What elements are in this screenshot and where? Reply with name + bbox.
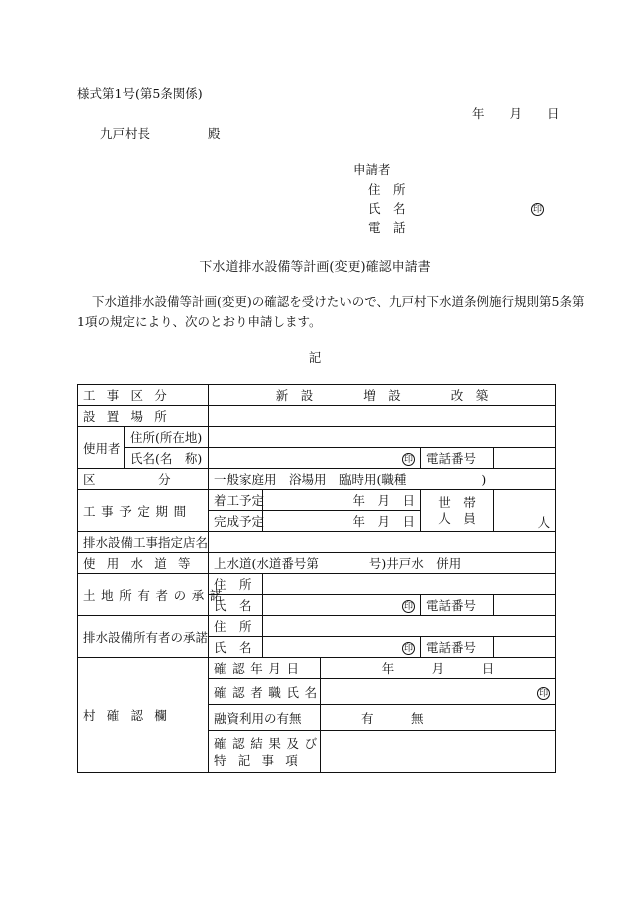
applicant-name-label: 氏 名 — [368, 201, 406, 216]
location-label: 設置場所 — [78, 406, 209, 427]
facility-owner-address-label: 住 所 — [209, 616, 263, 637]
application-date: 年 月 日 — [472, 106, 560, 121]
officer-field[interactable] — [321, 679, 556, 705]
end-date-field[interactable]: 年 月 日 — [263, 511, 421, 532]
row-landowner-address — [78, 574, 556, 595]
household-label-line1: 世 帯 — [438, 494, 476, 510]
user-name-field[interactable] — [209, 448, 421, 469]
landowner-address-label: 住 所 — [209, 574, 263, 595]
body-line-1: 下水道排水設備等計画(変更)の確認を受けたいので、九戸村下水道条例施行規則第5条第 — [92, 294, 585, 309]
row-user-address — [78, 427, 556, 448]
loan-options[interactable]: 有 無 — [321, 705, 556, 731]
facility-owner-phone-field[interactable] — [494, 637, 556, 658]
facility-owner-address-field[interactable] — [263, 616, 556, 637]
document-title: 下水道排水設備等計画(変更)確認申請書 — [199, 260, 431, 275]
facility-owner-name-label: 氏 名 — [209, 637, 263, 658]
landowner-name-field[interactable] — [263, 595, 421, 616]
row-category — [78, 469, 556, 490]
landowner-phone-field[interactable] — [494, 595, 556, 616]
household-field[interactable] — [494, 490, 556, 532]
household-label-line2: 人 員 — [438, 510, 476, 526]
row-user-name — [78, 448, 556, 469]
ki-heading: 記 — [308, 350, 322, 365]
household-unit: 人 — [537, 515, 551, 530]
applicant-seal — [531, 200, 544, 216]
applicant-phone-label: 電 話 — [368, 220, 406, 235]
row-work-category — [78, 385, 556, 406]
work-category-options[interactable]: 新 設 増 設 改 築 — [209, 385, 556, 406]
landowner-label: 土地所有者の承諾 — [78, 574, 209, 616]
seal-mark: 印 — [539, 688, 549, 699]
water-label: 使用水道等 — [78, 553, 209, 574]
user-address-label: 住所(所在地) — [125, 427, 209, 448]
row-facility-owner-address — [78, 616, 556, 637]
facility-owner-label: 排水設備所有者の承諾 — [78, 616, 209, 658]
result-label-line1: 確認結果及び — [214, 735, 323, 751]
user-address-field[interactable] — [209, 427, 556, 448]
addressee-honorific: 殿 — [208, 126, 221, 141]
loan-label: 融資利用の有無 — [209, 705, 321, 731]
result-field[interactable] — [321, 731, 556, 773]
user-phone-label: 電話番号 — [421, 448, 494, 469]
officer-label: 確認者職氏名 — [209, 679, 321, 705]
row-village-date — [78, 658, 556, 679]
confirm-date-label: 確認年月日 — [209, 658, 321, 679]
facility-owner-phone-label: 電話番号 — [421, 637, 494, 658]
category-options[interactable]: 一般家庭用 浴場用 臨時用(職種 ) — [209, 469, 556, 490]
application-table — [77, 384, 556, 773]
applicant-heading: 申請者 — [353, 162, 391, 177]
contractor-field[interactable] — [209, 532, 556, 553]
facility-owner-name-field[interactable] — [263, 637, 421, 658]
form-number: 様式第1号(第5条関係) — [77, 86, 203, 101]
work-category-label: 工事区分 — [78, 385, 209, 406]
start-label: 着工予定 — [209, 490, 263, 511]
row-location — [78, 406, 556, 427]
seal-mark: 印 — [404, 455, 414, 465]
contractor-label: 排水設備工事指定店名 — [78, 532, 209, 553]
water-options[interactable]: 上水道(水道番号第 号)井戸水 併用 — [209, 553, 556, 574]
user-phone-field[interactable] — [494, 448, 556, 469]
landowner-address-field[interactable] — [263, 574, 556, 595]
location-field[interactable] — [209, 406, 556, 427]
schedule-label: 工事予定期間 — [78, 490, 209, 532]
row-schedule-start — [78, 490, 556, 511]
seal-mark: 印 — [532, 205, 542, 215]
seal-mark: 印 — [404, 644, 414, 654]
end-label: 完成予定 — [209, 511, 263, 532]
landowner-phone-label: 電話番号 — [421, 595, 494, 616]
result-label — [209, 731, 321, 773]
start-date-field[interactable]: 年 月 日 — [263, 490, 421, 511]
row-water — [78, 553, 556, 574]
user-name-label: 氏名(名 称) — [125, 448, 209, 469]
result-label-line2: 特記事項 — [214, 752, 310, 768]
village-label: 村確認欄 — [78, 658, 209, 773]
addressee: 九戸村長 — [100, 126, 151, 141]
applicant-address-label: 住 所 — [368, 182, 406, 197]
confirm-date-field[interactable]: 年 月 日 — [321, 658, 556, 679]
landowner-name-label: 氏 名 — [209, 595, 263, 616]
seal-mark: 印 — [404, 602, 414, 612]
user-label: 使用者 — [78, 427, 125, 469]
row-contractor — [78, 532, 556, 553]
household-label — [421, 490, 494, 532]
body-line-2: 1項の規定により、次のとおり申請します。 — [77, 314, 322, 329]
category-label: 区 分 — [78, 469, 209, 490]
